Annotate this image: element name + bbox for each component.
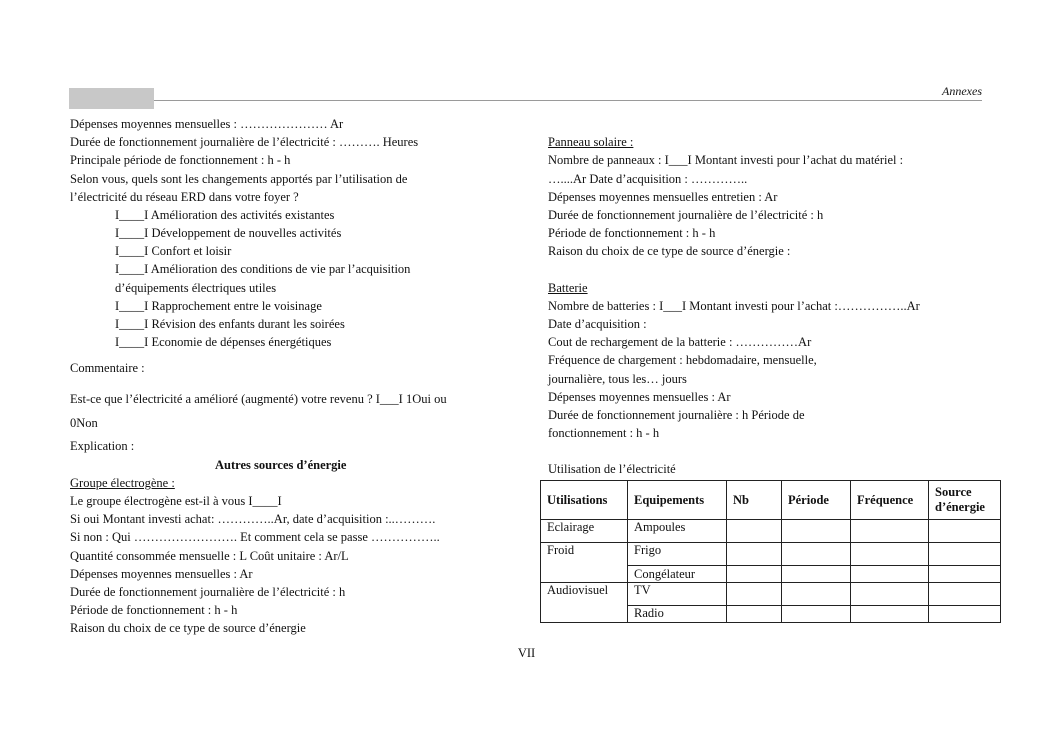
panneau-solaire-heading: Panneau solaire : [548, 135, 634, 149]
cell-empty [727, 566, 782, 583]
text-line: Dépenses moyennes mensuelles entretien : Ar [548, 190, 778, 204]
cell-empty [929, 583, 1001, 606]
text-line: Raison du choix de ce type de source d’énergie [70, 621, 306, 635]
checkbox-option: I____I Développement de nouvelles activités [115, 226, 342, 240]
text-line: Période de fonctionnement : h - h [548, 226, 716, 240]
text-line: …....Ar Date d’acquisition : ………….. [548, 172, 748, 186]
text-line: Nombre de panneaux : I___I Montant investi pour l’achat du matériel : [548, 153, 904, 167]
text-line: Cout de rechargement de la batterie : ……………Ar [548, 335, 812, 349]
cell-empty [782, 583, 851, 606]
cell-utilisation: Audiovisuel [541, 583, 628, 623]
cell-equipement: Radio [628, 606, 727, 623]
cell-empty [782, 566, 851, 583]
cell-empty [727, 606, 782, 623]
checkbox-option: I____I Amélioration des activités existantes [115, 208, 335, 222]
column-header: Equipements [628, 481, 727, 520]
text-line: Quantité consommée mensuelle : L Coût unitaire : Ar/L [70, 549, 349, 563]
utilisation-table [540, 480, 1001, 623]
text-line: Fréquence de chargement : hebdomadaire, mensuelle, [548, 353, 817, 367]
cell-empty [727, 583, 782, 606]
column-header: Source d’énergie [929, 481, 1001, 520]
text-line: Raison du choix de ce type de source d’énergie : [548, 244, 791, 258]
text-line: l’électricité du réseau ERD dans votre foyer ? [70, 190, 299, 204]
text-line: Durée de fonctionnement journalière de l’électricité : h [70, 585, 346, 599]
text-line: fonctionnement : h - h [548, 426, 660, 440]
checkbox-option: I____I Amélioration des conditions de vie par l’acquisition [115, 262, 411, 276]
cell-empty [929, 520, 1001, 543]
cell-empty [929, 606, 1001, 623]
text-line: Dépenses moyennes mensuelles : Ar [70, 567, 253, 581]
utilisation-heading: Utilisation de l’électricité [548, 462, 676, 476]
text-line: Dépenses moyennes mensuelles : ………………… Ar [70, 117, 344, 131]
column-header: Fréquence [851, 481, 929, 520]
commentaire-label: Commentaire : [70, 361, 145, 375]
page-number: VII [517, 646, 536, 660]
cell-empty [727, 520, 782, 543]
cell-empty [851, 606, 929, 623]
cell-empty [929, 543, 1001, 566]
cell-equipement: Congélateur [628, 566, 727, 583]
checkbox-option: I____I Révision des enfants durant les soirées [115, 317, 345, 331]
text-line: Durée de fonctionnement journalière : h Période de [548, 408, 805, 422]
text-line: Nombre de batteries : I___I Montant investi pour l’achat :……………..Ar [548, 299, 920, 313]
table-row [541, 543, 1001, 566]
cell-equipement: TV [628, 583, 727, 606]
cell-empty [851, 520, 929, 543]
column-header: Période [782, 481, 851, 520]
cell-empty [727, 543, 782, 566]
text-line: journalière, tous les… jours [548, 372, 687, 386]
text-line: Si non : Qui ……………………. Et comment cela se passe …………….. [70, 530, 440, 544]
cell-empty [782, 520, 851, 543]
checkbox-option: I____I Economie de dépenses énergétiques [115, 335, 332, 349]
table-header-row [541, 481, 1001, 520]
header-rule [154, 100, 982, 101]
cell-equipement: Frigo [628, 543, 727, 566]
column-header: Utilisations [541, 481, 628, 520]
text-line: Période de fonctionnement : h - h [70, 603, 238, 617]
table-row [541, 583, 1001, 606]
cell-empty [851, 543, 929, 566]
table-row [541, 520, 1001, 543]
cell-empty [851, 566, 929, 583]
header-tab-block [69, 88, 154, 109]
cell-utilisation: Eclairage [541, 520, 628, 543]
cell-equipement: Ampoules [628, 520, 727, 543]
cell-empty [782, 543, 851, 566]
text-line: Dépenses moyennes mensuelles : Ar [548, 390, 731, 404]
cell-utilisation: Froid [541, 543, 628, 583]
column-header: Nb [727, 481, 782, 520]
text-line: Selon vous, quels sont les changements apportés par l’utilisation de [70, 172, 408, 186]
cell-empty [851, 583, 929, 606]
text-line: Si oui Montant investi achat: …………..Ar, date d’acquisition :..………. [70, 512, 436, 526]
cell-empty [929, 566, 1001, 583]
text-line: Principale période de fonctionnement : h - h [70, 153, 291, 167]
revenu-question: Est-ce que l’électricité a amélioré (augmenté) votre revenu ? I___I 1Oui ou [70, 392, 447, 406]
checkbox-option-continued: d’équipements électriques utiles [115, 281, 277, 295]
text-line: Durée de fonctionnement journalière de l’électricité : h [548, 208, 824, 222]
cell-empty [782, 606, 851, 623]
revenu-question-continued: 0Non [70, 416, 98, 430]
checkbox-option: I____I Confort et loisir [115, 244, 232, 258]
section-title: Annexes [942, 84, 982, 98]
groupe-electrogene-heading: Groupe électrogène : [70, 476, 175, 490]
text-line: Durée de fonctionnement journalière de l’électricité : ………. Heures [70, 135, 419, 149]
explication-label: Explication : [70, 439, 135, 453]
autres-sources-heading: Autres sources d’énergie [215, 458, 347, 472]
batterie-heading: Batterie [548, 281, 588, 295]
text-line: Date d’acquisition : [548, 317, 647, 331]
text-line: Le groupe électrogène est-il à vous I____I [70, 494, 282, 508]
checkbox-option: I____I Rapprochement entre le voisinage [115, 299, 322, 313]
